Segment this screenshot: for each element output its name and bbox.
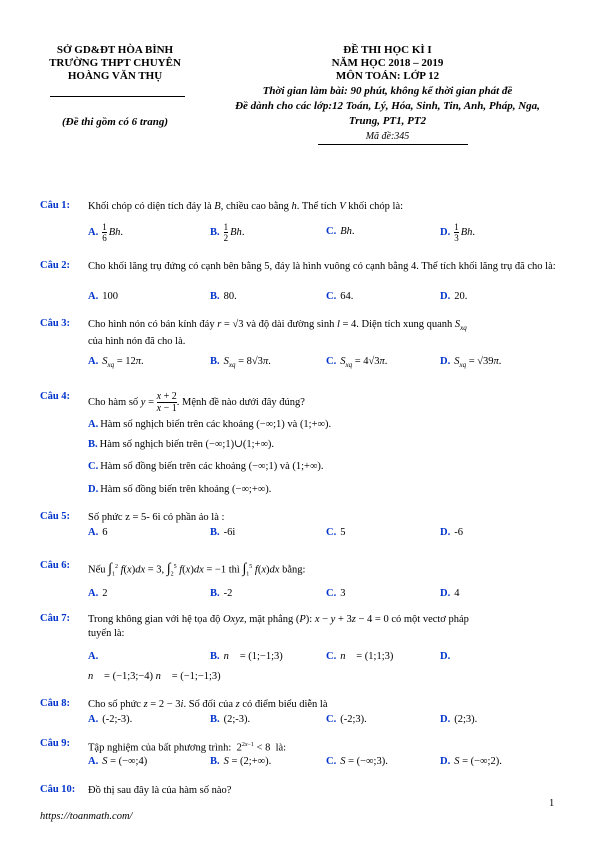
question-number: Câu 10: xyxy=(40,784,76,795)
right-rule xyxy=(318,144,468,145)
q4-option-b[interactable]: B. Hàm số nghịch biến trên (−∞;1)∪(1;+∞). xyxy=(88,439,275,450)
q5-option-d[interactable]: D. -6 xyxy=(440,527,463,538)
q7-option-b[interactable]: B. n⃗ = (1;−1;3) xyxy=(210,651,283,662)
question-number: Câu 5: xyxy=(40,511,71,522)
school-name: TRƯỜNG THPT CHUYÊN xyxy=(49,57,181,69)
q2-option-d[interactable]: D. 20. xyxy=(440,291,468,302)
footer-url[interactable]: https://toanmath.com/ xyxy=(40,811,133,822)
q6-option-d[interactable]: D. 4 xyxy=(440,588,460,599)
q5-option-a[interactable]: A. 6 xyxy=(88,527,108,538)
question-number: Câu 4: xyxy=(40,391,71,402)
page-count-note: (Đề thi gồm có 6 trang) xyxy=(61,116,169,128)
q7-vectors-line: n⃗ = (−1;3;−4) n⃗ = (−1;−1;3) xyxy=(88,671,221,682)
exam-title: ĐỀ THI HỌC KÌ I xyxy=(343,44,432,56)
question-text: Nếu $\int_1^2$ f(x)dx = 3, $\int_2^5$ f(x)dx = −1 thì $\int_1^5$ f(x)dx bằng: xyxy=(88,561,306,578)
q5-option-b[interactable]: B. -6i xyxy=(210,527,236,538)
q4-option-c[interactable]: C. Hàm số đồng biến trên các khoảng (−∞;1) và (1;+∞). xyxy=(88,461,324,472)
q9-option-b[interactable]: B. S = (2;+∞). xyxy=(210,756,272,767)
q9-option-d[interactable]: D. S = (−∞;2). xyxy=(440,756,502,767)
q2-option-c[interactable]: C. 64. xyxy=(326,291,354,302)
q4-option-a[interactable]: A. Hàm số nghịch biến trên các khoảng (−∞;1) và (1;+∞). xyxy=(88,419,332,430)
q9-option-c[interactable]: C. S = (−∞;3). xyxy=(326,756,388,767)
q8-option-c[interactable]: C. (-2;3). xyxy=(326,714,367,725)
q5-option-c[interactable]: C. 5 xyxy=(326,527,346,538)
q1-option-b[interactable]: B. 1 2 Bh. xyxy=(210,222,245,243)
school-year: NĂM HỌC 2018 – 2019 xyxy=(331,57,444,69)
question-text: Cho hàm số y = x + 2 x − 1 . Mệnh đề nào dưới đây đúng? xyxy=(88,391,305,414)
q9-option-a[interactable]: A. S = (−∞;4) xyxy=(88,756,148,767)
q3-option-a[interactable]: A. $S_{xq} = 12\pi$. xyxy=(88,356,144,370)
question-number: Câu 8: xyxy=(40,698,71,709)
question-text: Cho hình nón có bán kính đáy r = √3 và độ dài đường sinh l = 4. Diện tích xung quanh $S_{xq}$ của hình nón đã cho là. xyxy=(88,319,467,348)
q8-option-a[interactable]: A. (-2;-3). xyxy=(88,714,133,725)
question-text: Số phức z = 5- 6i có phần ảo là : xyxy=(88,512,225,523)
target-classes-1: Đề dành cho các lớp:12 Toán, Lý, Hóa, Sinh, Tin, Anh, Pháp, Nga, xyxy=(235,100,540,112)
exam-header xyxy=(0,44,595,164)
school-name-2: HOÀNG VĂN THỤ xyxy=(67,70,163,82)
q1-option-c[interactable]: C. Bh. xyxy=(326,226,355,237)
q2-option-a[interactable]: A. 100 xyxy=(88,291,118,302)
question-number: Câu 6: xyxy=(40,560,71,571)
q8-option-d[interactable]: D. (2;3). xyxy=(440,714,478,725)
question-number: Câu 9: xyxy=(40,738,71,749)
q6-option-c[interactable]: C. 3 xyxy=(326,588,346,599)
q3-option-c[interactable]: C. $S_{xq} = 4√3\pi$. xyxy=(326,356,388,370)
exam-code: Mã đề:345 xyxy=(365,131,410,142)
q1-option-a[interactable]: A. 1 6 Bh. xyxy=(88,222,124,243)
question-text: Cho khối lăng trụ đứng có cạnh bên bằng 5, đáy là hình vuông có cạnh bằng 4. Thể tích khối lăng trụ đã cho là: xyxy=(88,261,556,272)
q2-option-b[interactable]: B. 80. xyxy=(210,291,237,302)
q4-option-d[interactable]: D. Hàm số đồng biến trên khoảng (−∞;+∞). xyxy=(88,484,272,495)
q7-option-d[interactable]: D. xyxy=(440,651,451,662)
question-text: Cho số phức z = 2 − 3i. Số đối của z có điểm biểu diễn là xyxy=(88,699,328,710)
question-number: Câu 2: xyxy=(40,260,71,271)
page-number: 1 xyxy=(549,798,555,809)
question-text: Tập nghiệm của bất phương trình: $2^{2x-1} < 8$ là: xyxy=(88,742,287,754)
question-number: Câu 1: xyxy=(40,200,71,211)
subject: MÔN TOÁN: LỚP 12 xyxy=(335,70,440,82)
question-text: Trong không gian với hệ tọa độ Oxyz, mặt phẳng (P): x − y + 3z − 4 = 0 có một vectơ pháp tuyến là: xyxy=(88,614,469,639)
q6-option-a[interactable]: A. 2 xyxy=(88,588,108,599)
target-classes-2: Trung, PT1, PT2 xyxy=(348,115,427,127)
q6-option-b[interactable]: B. -2 xyxy=(210,588,233,599)
q7-option-a[interactable]: A. xyxy=(88,651,99,662)
q3-option-b[interactable]: B. $S_{xq} = 8√3\pi$. xyxy=(210,356,271,370)
question-text: Khối chóp có diện tích đáy là B, chiều cao bằng h. Thể tích V khối chóp là: xyxy=(88,201,404,212)
question-number: Câu 7: xyxy=(40,613,71,624)
question-number: Câu 3: xyxy=(40,318,71,329)
left-rule xyxy=(50,96,185,97)
dept-name: SỞ GD&ĐT HÒA BÌNH xyxy=(56,44,174,56)
q1-option-d[interactable]: D. 1 3 Bh. xyxy=(440,222,476,243)
q7-option-c[interactable]: C. n⃗ = (1;1;3) xyxy=(326,651,394,662)
q3-option-d[interactable]: D. $S_{xq} = √39\pi$. xyxy=(440,356,502,370)
time-limit: Thời gian làm bài: 90 phút, không kể thời gian phát đề xyxy=(262,85,513,97)
question-text: Đồ thị sau đây là của hàm số nào? xyxy=(88,785,232,796)
q8-option-b[interactable]: B. (2;-3). xyxy=(210,714,251,725)
